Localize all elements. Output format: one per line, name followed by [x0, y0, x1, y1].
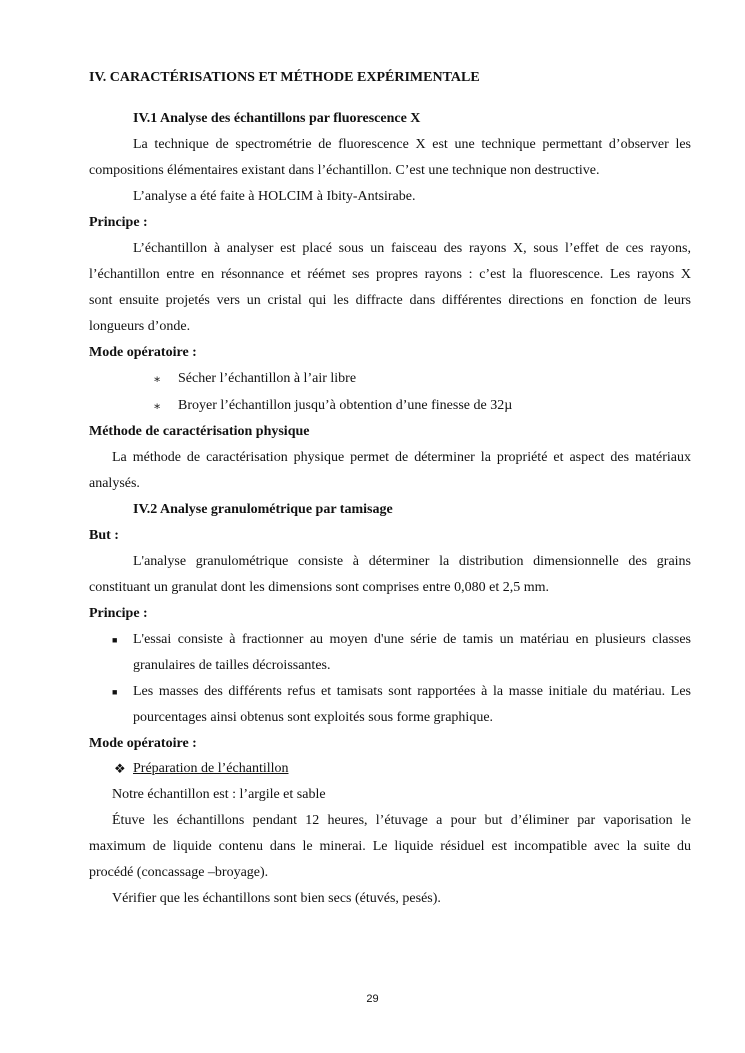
paragraph-line: L'analyse granulométrique consiste à déterminer la distribution dimensionnelle des grains — [133, 554, 691, 569]
paragraph-line: constituant un granulat dont les dimensions sont comprises entre 0,080 et 2,5 mm. — [89, 580, 549, 595]
paragraph-line: longueurs d’onde. — [89, 319, 191, 334]
paragraph-line: maximum de liquide contenu dans le minerai. Le liquide résiduel est incompatible avec la suite du — [89, 839, 691, 854]
but-heading: But : — [89, 528, 119, 543]
list-item: granulaires de tailles décroissantes. — [133, 658, 331, 673]
paragraph-line: Notre échantillon est : l’argile et sable — [112, 787, 326, 802]
list-item: pourcentages ainsi obtenus sont exploités sous forme graphique. — [133, 710, 494, 725]
paragraph-line: compositions élémentaires existant dans l’échantillon. C’est une technique non destructive. — [89, 163, 600, 178]
list-item: Les masses des différents refus et tamisats sont rapportées à la masse initiale du matériau. Les — [133, 684, 691, 699]
mode-operatoire-heading: Mode opératoire : — [89, 345, 197, 360]
paragraph-line: procédé (concassage –broyage). — [89, 865, 269, 880]
subsection-title-fluorescence: IV.1 Analyse des échantillons par fluorescence X — [133, 111, 421, 126]
list-item: Sécher l’échantillon à l’air libre — [178, 371, 357, 386]
paragraph-line: analysés. — [89, 476, 140, 491]
list-item: L'essai consiste à fractionner au moyen d'une série de tamis un matériau en plusieurs classes — [133, 632, 691, 647]
methode-heading: Méthode de caractérisation physique — [89, 424, 310, 439]
section-title: IV. CARACTÉRISATIONS ET MÉTHODE EXPÉRIMENTALE — [89, 70, 480, 85]
diamond-bullet-icon: ❖ — [114, 761, 126, 776]
paragraph-line: L’analyse a été faite à HOLCIM à Ibity-Antsirabe. — [133, 189, 416, 204]
list-item: Broyer l’échantillon jusqu’à obtention d’une finesse de 32µ — [178, 398, 513, 413]
paragraph-line: Étuve les échantillons pendant 12 heures, l’étuvage a pour but d’éliminer par vaporisation le — [112, 813, 691, 828]
page-number: 29 — [366, 993, 379, 1005]
asterisk-bullet-icon: ∗ — [153, 372, 162, 386]
subsection-title-granulometrie: IV.2 Analyse granulométrique par tamisage — [133, 502, 393, 517]
paragraph-line: La méthode de caractérisation physique permet de déterminer la propriété et aspect des matériaux — [112, 450, 691, 465]
paragraph-line: sont ensuite projetés vers un cristal qui les diffracte dans différentes directions en fonction de leurs — [89, 293, 691, 308]
paragraph-line: Vérifier que les échantillons sont bien secs (étuvés, pesés). — [112, 891, 441, 906]
paragraph-line: l’échantillon entre en résonnance et réémet ses propres rayons : c’est la fluorescence. Les rayons X — [89, 267, 691, 282]
mode-operatoire-heading: Mode opératoire : — [89, 736, 197, 751]
square-bullet-icon: ■ — [112, 635, 118, 645]
paragraph-line: L’échantillon à analyser est placé sous un faisceau des rayons X, sous l’effet de ces rayons, — [133, 241, 691, 256]
principe-heading: Principe : — [89, 215, 148, 230]
square-bullet-icon: ■ — [112, 687, 118, 697]
asterisk-bullet-icon: ∗ — [153, 399, 162, 413]
principe-heading: Principe : — [89, 606, 148, 621]
paragraph-line: La technique de spectrométrie de fluorescence X est une technique permettant d’observer les — [133, 137, 691, 152]
preparation-heading: Préparation de l’échantillon — [133, 761, 289, 776]
